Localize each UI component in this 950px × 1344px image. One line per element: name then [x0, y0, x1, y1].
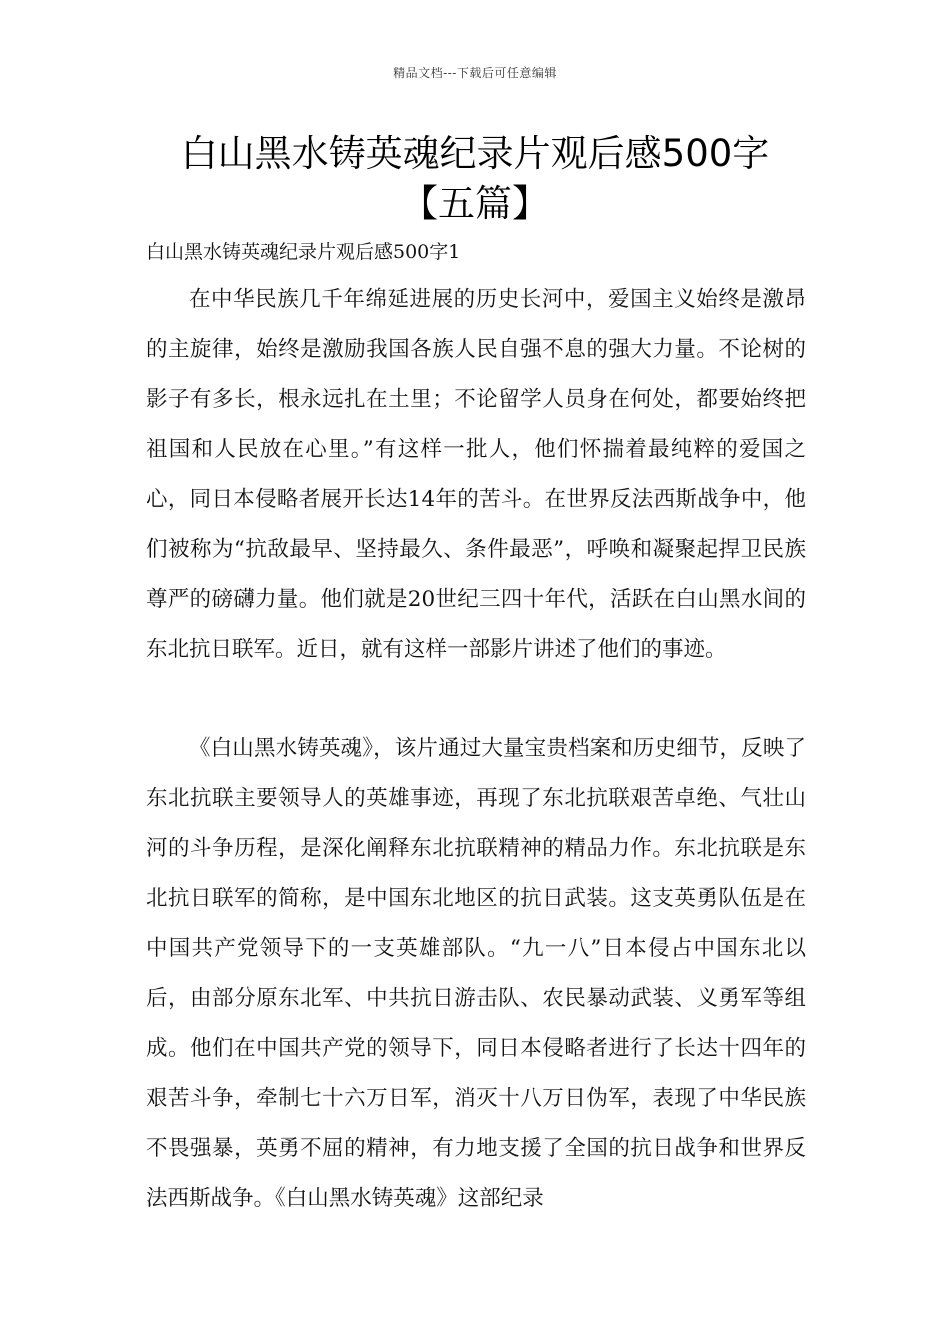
body-paragraph-1: 在中华民族几千年绵延进展的历史长河中，爱国主义始终是激昂的主旋律，始终是激励我国各族人民自强不息的强大力量。不论树的影子有多长，根永远扎在土里；不论留学人员身在何处，都要始终把祖国和人民放在心里。”有这样一批人，他们怀揣着最纯粹的爱国之心，同日本侵略者展开长达14年的苦斗。在世界反法西斯战争中，他们被称为“抗敌最早、坚持最久、条件最恶”，呼唤和凝聚起捍卫民族尊严的磅礴力量。他们就是20世纪三四十年代，活跃在白山黑水间的东北抗日联军。近日，就有这样一部影片讲述了他们的事迹。 — [146, 287, 806, 662]
section-subtitle: 白山黑水铸英魂纪录片观后感500字1 — [146, 241, 461, 263]
body-paragraph-2: 《白山黑水铸英魂》，该片通过大量宝贵档案和历史细节，反映了东北抗联主要领导人的英雄事迹，再现了东北抗联艰苦卓绝、气壮山河的斗争历程，是深化阐释东北抗联精神的精品力作。东北抗联是东北抗日联军的简称，是中国东北地区的抗日武装。这支英勇队伍是在中国共产党领导下的一支英雄部队。“九一八”日本侵占中国东北以后，由部分原东北军、中共抗日游击队、农民暴动武装、义勇军等组成。他们在中国共产党的领导下，同日本侵略者进行了长达十四年的艰苦斗争，牵制七十六万日军，消灭十八万日伪军，表现了中华民族不畏强暴，英勇不屈的精神，有力地支援了全国的抗日战争和世界反法西斯战争。《白山黑水铸英魂》这部纪录 — [146, 736, 806, 1211]
header-note: 精品文档---下载后可任意编辑 — [393, 66, 557, 80]
document-title-line-2: 【五篇】 — [401, 182, 549, 225]
document-title-line-1: 白山黑水铸英魂纪录片观后感500字 — [180, 132, 770, 175]
